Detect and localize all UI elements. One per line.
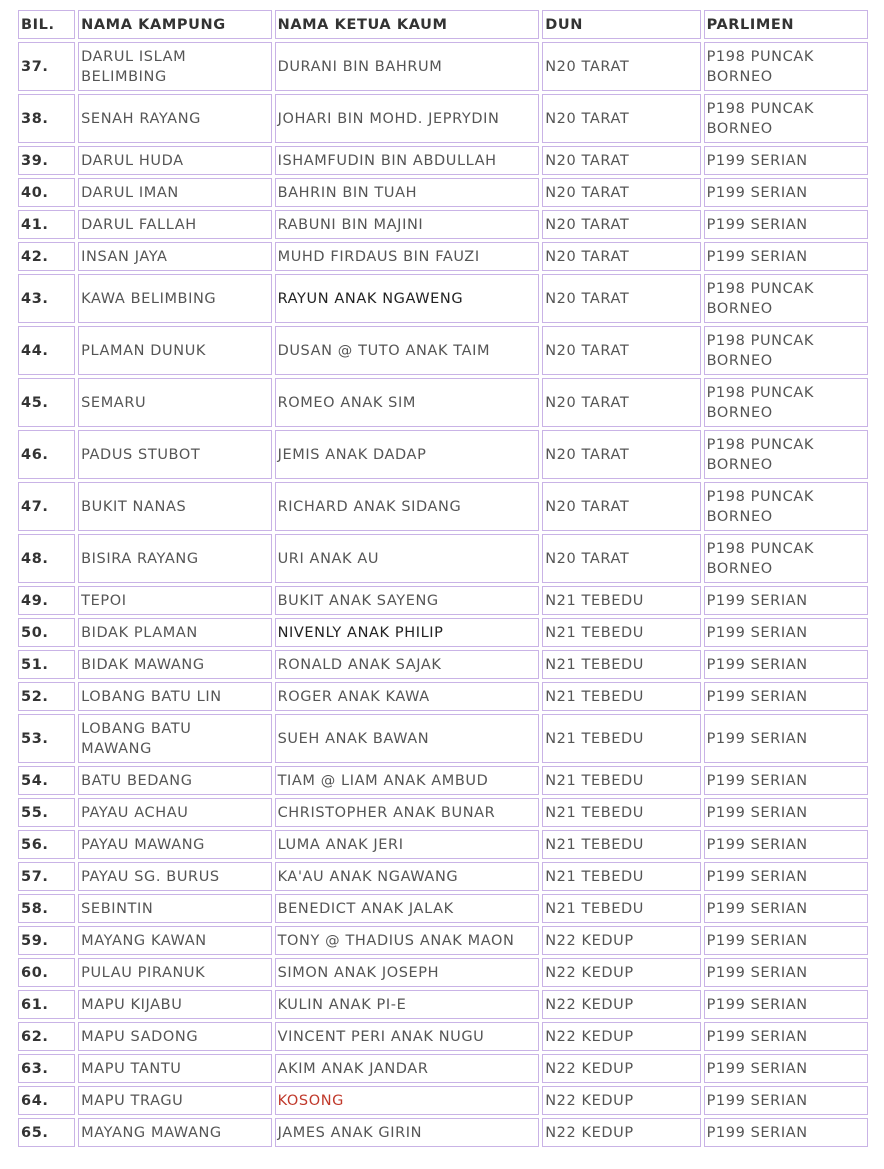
table-row [18,798,868,827]
cell-nama-ketua-kaum: BENEDICT ANAK JALAK [275,894,540,923]
cell-parlimen: P199 SERIAN [704,990,868,1019]
cell-parlimen: P199 SERIAN [704,1054,868,1083]
table-row [18,146,868,175]
cell-nama-kampung: MAYANG KAWAN [78,926,271,955]
cell-dun: N21 TEBEDU [542,682,700,711]
cell-dun: N21 TEBEDU [542,798,700,827]
cell-nama-ketua-kaum: KULIN ANAK PI-E [275,990,540,1019]
header-nama-kampung: NAMA KAMPUNG [78,10,271,39]
cell-nama-kampung: PAYAU ACHAU [78,798,271,827]
cell-dun: N20 TARAT [542,274,700,323]
cell-dun: N21 TEBEDU [542,714,700,763]
table-row [18,618,868,647]
table-row [18,430,868,479]
cell-nama-ketua-kaum: RABUNI BIN MAJINI [275,210,540,239]
cell-nama-ketua-kaum: DUSAN @ TUTO ANAK TAIM [275,326,540,375]
cell-bil: 54. [18,766,75,795]
cell-nama-ketua-kaum: URI ANAK AU [275,534,540,583]
cell-dun: N20 TARAT [542,146,700,175]
cell-bil: 52. [18,682,75,711]
cell-dun: N20 TARAT [542,482,700,531]
cell-nama-kampung: INSAN JAYA [78,242,271,271]
cell-nama-ketua-kaum: RICHARD ANAK SIDANG [275,482,540,531]
table-row [18,534,868,583]
header-nama-ketua-kaum: NAMA KETUA KAUM [275,10,540,39]
cell-parlimen: P199 SERIAN [704,862,868,891]
cell-bil: 43. [18,274,75,323]
cell-nama-ketua-kaum: DURANI BIN BAHRUM [275,42,540,91]
table-row [18,894,868,923]
table-row [18,210,868,239]
cell-bil: 47. [18,482,75,531]
cell-dun: N21 TEBEDU [542,862,700,891]
cell-dun: N22 KEDUP [542,1086,700,1115]
cell-nama-ketua-kaum: RONALD ANAK SAJAK [275,650,540,679]
cell-nama-kampung: PULAU PIRANUK [78,958,271,987]
cell-bil: 60. [18,958,75,987]
table-row [18,650,868,679]
cell-dun: N20 TARAT [542,178,700,207]
cell-dun: N21 TEBEDU [542,618,700,647]
cell-nama-ketua-kaum: BAHRIN BIN TUAH [275,178,540,207]
cell-nama-kampung: BIDAK MAWANG [78,650,271,679]
table-row [18,1086,868,1115]
table-row [18,958,868,987]
cell-parlimen: P199 SERIAN [704,586,868,615]
cell-parlimen: P199 SERIAN [704,146,868,175]
cell-nama-kampung: MAPU TANTU [78,1054,271,1083]
cell-nama-kampung: LOBANG BATU LIN [78,682,271,711]
cell-nama-kampung: PADUS STUBOT [78,430,271,479]
cell-parlimen: P199 SERIAN [704,714,868,763]
cell-nama-ketua-kaum: KA'AU ANAK NGAWANG [275,862,540,891]
cell-nama-kampung: BUKIT NANAS [78,482,271,531]
cell-nama-kampung: DARUL FALLAH [78,210,271,239]
cell-bil: 63. [18,1054,75,1083]
cell-parlimen: P199 SERIAN [704,650,868,679]
cell-bil: 42. [18,242,75,271]
cell-bil: 40. [18,178,75,207]
cell-nama-ketua-kaum: BUKIT ANAK SAYENG [275,586,540,615]
table-row [18,682,868,711]
cell-bil: 48. [18,534,75,583]
table-row [18,274,868,323]
cell-bil: 58. [18,894,75,923]
cell-nama-kampung: MAYANG MAWANG [78,1118,271,1147]
cell-dun: N22 KEDUP [542,1118,700,1147]
cell-bil: 61. [18,990,75,1019]
cell-nama-kampung: PAYAU MAWANG [78,830,271,859]
cell-bil: 38. [18,94,75,143]
cell-bil: 55. [18,798,75,827]
cell-nama-ketua-kaum: LUMA ANAK JERI [275,830,540,859]
cell-parlimen: P198 PUNCAK BORNEO [704,94,868,143]
cell-bil: 51. [18,650,75,679]
cell-bil: 53. [18,714,75,763]
cell-nama-ketua-kaum: TONY @ THADIUS ANAK MAON [275,926,540,955]
cell-nama-kampung: BISIRA RAYANG [78,534,271,583]
cell-nama-kampung: SEMARU [78,378,271,427]
cell-nama-kampung: PLAMAN DUNUK [78,326,271,375]
cell-dun: N20 TARAT [542,94,700,143]
cell-dun: N20 TARAT [542,378,700,427]
cell-parlimen: P199 SERIAN [704,682,868,711]
table-row [18,94,868,143]
cell-parlimen: P199 SERIAN [704,798,868,827]
table-row [18,242,868,271]
cell-nama-ketua-kaum: JAMES ANAK GIRIN [275,1118,540,1147]
table-row [18,326,868,375]
table-row [18,586,868,615]
cell-parlimen: P198 PUNCAK BORNEO [704,326,868,375]
cell-nama-kampung: TEPOI [78,586,271,615]
cell-parlimen: P199 SERIAN [704,618,868,647]
cell-nama-kampung: MAPU TRAGU [78,1086,271,1115]
cell-nama-ketua-kaum: RAYUN ANAK NGAWENG [275,274,540,323]
cell-nama-kampung: PAYAU SG. BURUS [78,862,271,891]
cell-nama-ketua-kaum: JOHARI BIN MOHD. JEPRYDIN [275,94,540,143]
cell-parlimen: P199 SERIAN [704,210,868,239]
cell-nama-ketua-kaum: SUEH ANAK BAWAN [275,714,540,763]
cell-parlimen: P199 SERIAN [704,926,868,955]
cell-dun: N21 TEBEDU [542,766,700,795]
cell-parlimen: P199 SERIAN [704,958,868,987]
cell-dun: N22 KEDUP [542,990,700,1019]
cell-nama-ketua-kaum: ISHAMFUDIN BIN ABDULLAH [275,146,540,175]
table-row [18,1118,868,1147]
cell-nama-kampung: DARUL IMAN [78,178,271,207]
cell-nama-ketua-kaum: ROMEO ANAK SIM [275,378,540,427]
cell-dun: N20 TARAT [542,210,700,239]
cell-dun: N20 TARAT [542,430,700,479]
cell-dun: N21 TEBEDU [542,650,700,679]
cell-dun: N21 TEBEDU [542,830,700,859]
cell-nama-kampung: DARUL ISLAM BELIMBING [78,42,271,91]
cell-nama-kampung: SEBINTIN [78,894,271,923]
cell-nama-kampung: SENAH RAYANG [78,94,271,143]
cell-parlimen: P199 SERIAN [704,178,868,207]
cell-parlimen: P198 PUNCAK BORNEO [704,430,868,479]
header-dun: DUN [542,10,700,39]
cell-dun: N20 TARAT [542,326,700,375]
table-row [18,926,868,955]
cell-nama-kampung: DARUL HUDA [78,146,271,175]
cell-nama-ketua-kaum: VINCENT PERI ANAK NUGU [275,1022,540,1051]
ketua-kaum-table [15,7,871,1150]
table-body [18,42,868,1147]
table-row [18,990,868,1019]
table-row [18,714,868,763]
cell-parlimen: P199 SERIAN [704,242,868,271]
cell-nama-ketua-kaum: JEMIS ANAK DADAP [275,430,540,479]
table-row [18,42,868,91]
table-row [18,862,868,891]
cell-parlimen: P198 PUNCAK BORNEO [704,274,868,323]
cell-dun: N21 TEBEDU [542,586,700,615]
cell-parlimen: P199 SERIAN [704,1022,868,1051]
cell-bil: 56. [18,830,75,859]
cell-bil: 59. [18,926,75,955]
cell-parlimen: P199 SERIAN [704,1118,868,1147]
cell-parlimen: P199 SERIAN [704,830,868,859]
cell-bil: 62. [18,1022,75,1051]
cell-bil: 57. [18,862,75,891]
cell-bil: 44. [18,326,75,375]
cell-nama-kampung: BIDAK PLAMAN [78,618,271,647]
cell-nama-ketua-kaum: SIMON ANAK JOSEPH [275,958,540,987]
cell-nama-ketua-kaum: NIVENLY ANAK PHILIP [275,618,540,647]
cell-bil: 64. [18,1086,75,1115]
cell-bil: 65. [18,1118,75,1147]
cell-dun: N22 KEDUP [542,926,700,955]
cell-nama-kampung: BATU BEDANG [78,766,271,795]
cell-nama-kampung: LOBANG BATU MAWANG [78,714,271,763]
table-header-row [18,10,868,39]
cell-dun: N20 TARAT [542,534,700,583]
cell-dun: N22 KEDUP [542,1022,700,1051]
cell-nama-ketua-kaum: ROGER ANAK KAWA [275,682,540,711]
cell-nama-kampung: KAWA BELIMBING [78,274,271,323]
cell-parlimen: P198 PUNCAK BORNEO [704,482,868,531]
table-row [18,482,868,531]
cell-parlimen: P199 SERIAN [704,1086,868,1115]
cell-nama-kampung: MAPU KIJABU [78,990,271,1019]
cell-bil: 46. [18,430,75,479]
table-row [18,178,868,207]
table-row [18,378,868,427]
cell-bil: 45. [18,378,75,427]
cell-parlimen: P199 SERIAN [704,894,868,923]
table-row [18,1054,868,1083]
cell-parlimen: P198 PUNCAK BORNEO [704,42,868,91]
cell-bil: 49. [18,586,75,615]
cell-dun: N22 KEDUP [542,958,700,987]
table-row [18,766,868,795]
table-row [18,830,868,859]
cell-bil: 39. [18,146,75,175]
cell-dun: N21 TEBEDU [542,894,700,923]
cell-nama-kampung: MAPU SADONG [78,1022,271,1051]
cell-parlimen: P198 PUNCAK BORNEO [704,378,868,427]
cell-nama-ketua-kaum: KOSONG [275,1086,540,1115]
cell-bil: 41. [18,210,75,239]
table-row [18,1022,868,1051]
cell-bil: 37. [18,42,75,91]
cell-dun: N20 TARAT [542,242,700,271]
cell-nama-ketua-kaum: CHRISTOPHER ANAK BUNAR [275,798,540,827]
cell-dun: N20 TARAT [542,42,700,91]
header-parlimen: PARLIMEN [704,10,868,39]
cell-parlimen: P199 SERIAN [704,766,868,795]
cell-nama-ketua-kaum: AKIM ANAK JANDAR [275,1054,540,1083]
header-bil: BIL. [18,10,75,39]
cell-nama-ketua-kaum: TIAM @ LIAM ANAK AMBUD [275,766,540,795]
cell-parlimen: P198 PUNCAK BORNEO [704,534,868,583]
cell-nama-ketua-kaum: MUHD FIRDAUS BIN FAUZI [275,242,540,271]
cell-bil: 50. [18,618,75,647]
cell-dun: N22 KEDUP [542,1054,700,1083]
